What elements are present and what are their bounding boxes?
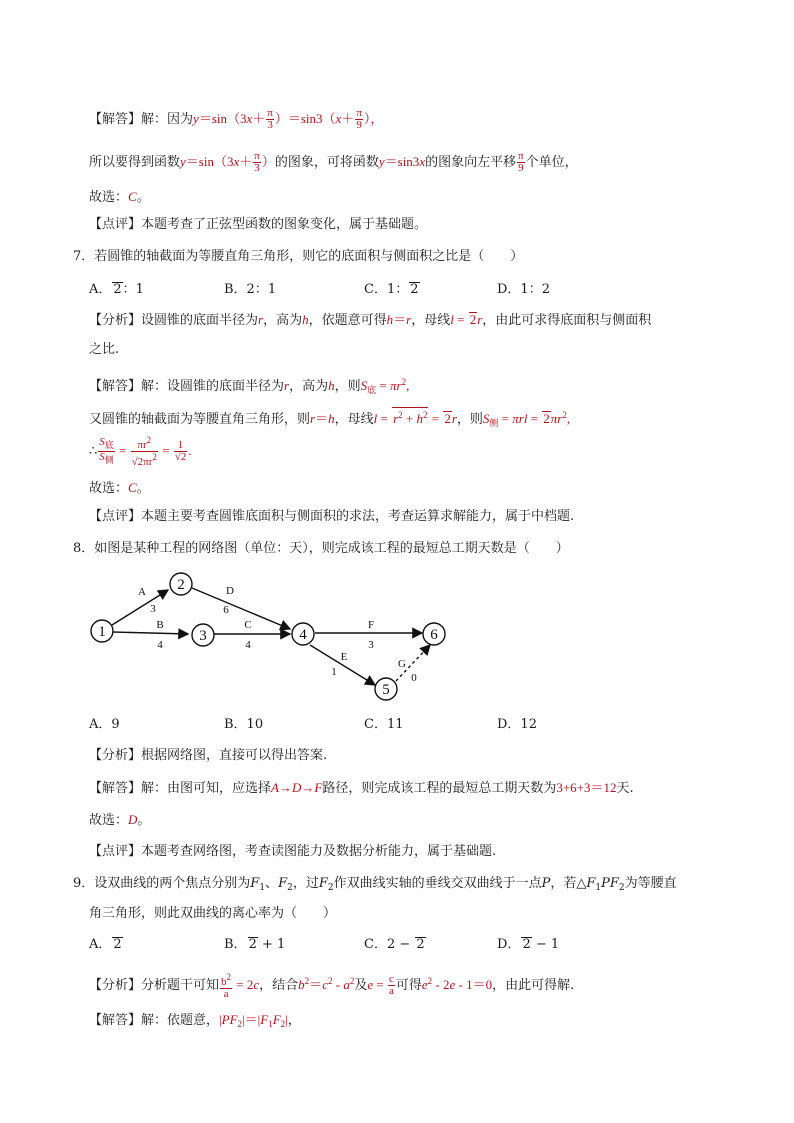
p6-answer-line: 【解答】解：因为y＝sin（3x＋ $\frac{\pi}{3}$ ）＝sin3（x＋ $\frac{\pi}{9}$ ）， (89, 107, 384, 131)
q9-option-d: D． 2 − 1 (497, 937, 560, 952)
edge-label: 4 (245, 639, 251, 651)
text: ，母线 (411, 313, 451, 328)
text: 个单位， (525, 155, 578, 170)
choice: D (128, 812, 138, 827)
analysis-tag: 【分析】 (89, 978, 142, 993)
text: 及 (354, 978, 368, 993)
q7-comment-line (89, 507, 574, 527)
text: 路径，则完成该工程的最短总工期天数为 (322, 781, 557, 796)
q8-option-b: B．10 (224, 717, 264, 732)
node-label: 5 (382, 682, 390, 698)
q7-analysis-line: 【分析】设圆锥的底面半径为r，高为h，依题意可得h＝r，母线l = 2r，由此可求得底面积与侧面积 (89, 312, 652, 328)
edge-label: G (398, 658, 406, 670)
node-label: 6 (430, 627, 438, 643)
text: 故选： (89, 813, 129, 828)
text: 。 (136, 190, 150, 205)
node-label: 2 (177, 577, 185, 593)
text: 为等腰直 (624, 876, 677, 891)
edge-label: 3 (150, 603, 156, 615)
edge-label: 0 (411, 672, 417, 684)
edge-b (113, 632, 188, 634)
answer-tag: 【解答】 (89, 379, 142, 394)
q7-option-a: A． 2：1 (89, 282, 144, 297)
q7-option-d: D．1：2 (497, 282, 550, 297)
text: 天. (616, 781, 634, 796)
q7-stem: 7．若圆锥的轴截面为等腰直角三角形，则它的底面积与侧面积之比是（ ） (73, 249, 524, 264)
text: ，由此可得解. (492, 978, 575, 993)
node-label: 1 (98, 624, 106, 640)
q9-stem-line1: 9．设双曲线的两个焦点分别为$F_1$、$F_2$，过$F_2$作双曲线实轴的垂线交双曲线于一点P，若$\triangle F_1PF_2$为等腰直 (73, 876, 677, 893)
edge-label: D (226, 585, 234, 597)
text: 故选： (89, 190, 129, 205)
comment-tag: 【点评】 (89, 844, 142, 859)
q8-option-a: A．9 (89, 717, 120, 732)
choice: C (128, 480, 137, 495)
node-label: 3 (199, 628, 207, 644)
q8-comment-line (89, 842, 496, 862)
edge-label: 3 (368, 639, 374, 651)
network-diagram (80, 565, 460, 705)
text: ， (287, 1013, 301, 1028)
q7-answer-line2: 又圆锥的轴截面为等腰直角三角形，则r＝h，母线$l = r^2 + h^2 = 2r$，则$S_侧 = \pi rl = 2\pi r^2$, (89, 405, 570, 433)
path: A→D→F (271, 780, 323, 795)
comment-text: 本题考查了正弦型函数的图象变化，属于基础题。 (141, 217, 428, 232)
text: ，则 (456, 412, 483, 427)
text: 可得 (395, 978, 422, 993)
analysis-tag: 【分析】 (89, 313, 142, 328)
q8-option-c: C．11 (364, 717, 404, 732)
q7-analysis-line2: 之比. (89, 342, 120, 357)
q8-option-d: D．12 (497, 717, 537, 732)
text: 的图象，可将函数 (274, 155, 379, 170)
text: 又圆锥的轴截面为等腰直角三角形，则 (89, 412, 311, 427)
answer-text: 解：因为 (141, 112, 194, 127)
edge-label: 1 (331, 666, 337, 678)
q8-choose-line (89, 810, 150, 831)
edge-label: C (244, 619, 252, 631)
edge-label: A (138, 586, 146, 598)
calc: 3+6+3＝12 (556, 780, 617, 795)
answer-tag: 【解答】 (89, 781, 142, 796)
text: 的图象向左平移 (425, 155, 517, 170)
analysis-tag: 【分析】 (89, 748, 142, 763)
edge-label: B (156, 619, 164, 631)
q9-stem-line2: 角三角形，则此双曲线的离心率为（ ） (89, 906, 337, 921)
comment-text: 本题考查网络图，考查读图能力及数据分析能力，属于基础题. (141, 844, 497, 859)
p6-shift-line: 所以要得到函数y＝sin（3x＋ $\frac{\pi}{3}$ ）的图象，可将函数y＝sin3x的图象向左平移 $\frac{\pi}{9}$ 个单位， (89, 150, 578, 174)
text: 根据网络图，直接可以得出答案. (141, 748, 328, 763)
text: 作双曲线实轴的垂线交双曲线于一点 (333, 876, 542, 891)
text: 解：由图可知，应选择 (141, 781, 272, 796)
comment-tag: 【点评】 (89, 217, 142, 232)
comment-text: 本题主要考查圆锥底面积与侧面积的求法，考查运算求解能力，属于中档题. (141, 509, 575, 524)
edge-label: E (340, 651, 348, 663)
text: 。 (136, 481, 150, 496)
text: ，结合 (259, 978, 299, 993)
text: ，高为 (289, 379, 329, 394)
text: ，过 (292, 876, 319, 891)
text: 设圆锥的底面半径为 (141, 313, 259, 328)
choice: C (128, 189, 137, 204)
text: 所以要得到函数 (89, 155, 181, 170)
edge-label: F (367, 619, 375, 631)
answer-tag: 【解答】 (89, 112, 142, 127)
q7-ratio-line: ∴ $\frac{S_底}{S_侧}$ = $\frac{\pi r^2}{√2\pi r^2}$ = $\frac{1}{√2}$ . (89, 435, 192, 468)
q8-stem: 8．如图是某种工程的网络图（单位：天），则完成该工程的最短总工期天数是（ ） (73, 541, 569, 556)
text: 分析题干可知 (141, 978, 220, 993)
text: 9．设双曲线的两个焦点分别为 (73, 876, 251, 891)
text: 。 (137, 813, 151, 828)
answer-tag: 【解答】 (89, 1013, 142, 1028)
q9-analysis-line: 【分析】分析题干可知 $\frac{b^2}{a}$ = 2c，结合$b^2=c^2 - a^2$及e = $\frac{c}{a}$ 可得$e^2 - 2e - 1=0$，由此可得解. (89, 971, 575, 1000)
comment-tag: 【点评】 (89, 509, 142, 524)
node-label: 4 (299, 627, 307, 643)
q8-analysis-line (89, 746, 327, 766)
q7-option-c: C．1： 2 (364, 282, 419, 297)
text: ，由此可求得底面积与侧面积 (482, 313, 652, 328)
q7-choose-line (89, 478, 150, 499)
text: ，则 (334, 379, 361, 394)
q9-option-c: C．2 − 2 (364, 937, 425, 952)
text: ，母线 (334, 412, 374, 427)
text: ，依题意可得 (308, 313, 387, 328)
text: 解：依题意， (141, 1013, 220, 1028)
text: 解：设圆锥的底面半径为 (141, 379, 285, 394)
edge-label: 4 (157, 639, 163, 651)
p6-comment-line (89, 215, 427, 235)
p6-choose-line (89, 187, 150, 208)
q9-option-b: B． 2 + 1 (224, 937, 286, 952)
edge-d (192, 588, 290, 629)
text: ，若△ (550, 876, 587, 891)
q9-answer-line: 【解答】解：依题意，$|PF_2|=|F_1F_2|$， (89, 1012, 301, 1029)
q9-option-a: A． 2 (89, 937, 122, 952)
text: ，高为 (263, 313, 303, 328)
text: 故选： (89, 481, 129, 496)
edge-label: 6 (223, 604, 229, 616)
q8-answer-line (89, 778, 634, 799)
q7-option-b: B．2：1 (224, 282, 277, 297)
q7-answer-line: 【解答】解：设圆锥的底面半径为r，高为h，则$S_底 = \pi r^2$, (89, 377, 410, 395)
